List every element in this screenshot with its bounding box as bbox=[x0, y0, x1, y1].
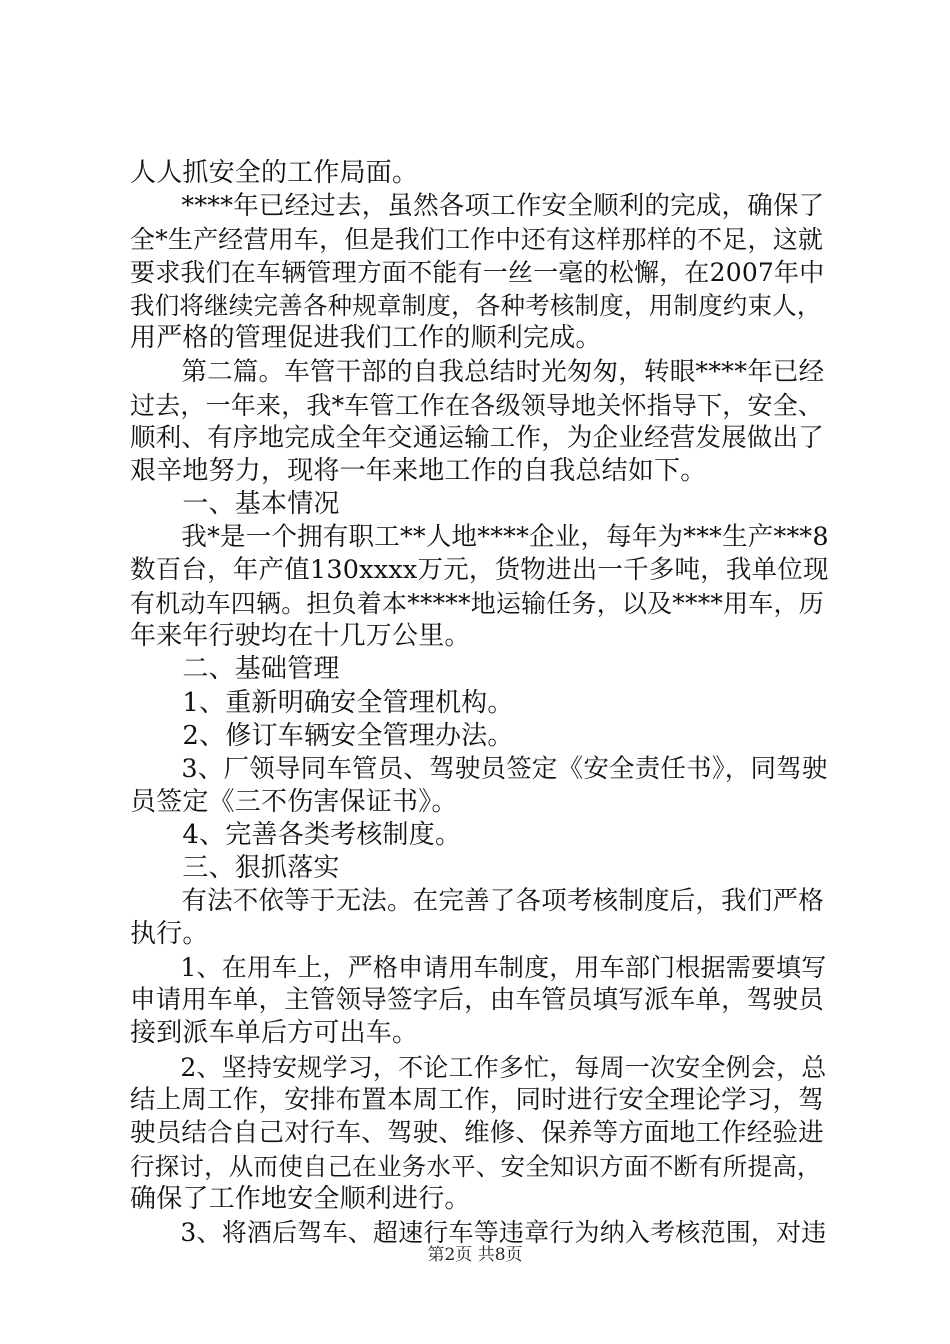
text-line: 我*是一个拥有职工**人地****企业，每年为***生产***8 bbox=[130, 522, 829, 553]
text-line: 2、坚持安规学习，不论工作多忙，每周一次安全例会，总 bbox=[130, 1052, 827, 1082]
text-line: 驶员结合自己对行车、驾驶、维修、保养等方面地工作经验进 bbox=[130, 1117, 824, 1148]
text-line: 过去，一年来，我*车管工作在各级领导地关怀指导下，安全、 bbox=[130, 390, 824, 420]
text-line: 第二篇。车管干部的自我总结时光匆匆，转眼****年已经 bbox=[130, 356, 825, 387]
text-line: 要求我们在车辆管理方面不能有一丝一毫的松懈，在2007年中 bbox=[130, 258, 825, 288]
text-line: 我们将继续完善各种规章制度，各种考核制度，用制度约束人， bbox=[130, 291, 822, 321]
text-line: 一、基本情况 bbox=[130, 488, 340, 519]
page-footer: 第2页 共8页 bbox=[427, 1245, 523, 1265]
text-line: 行探讨，从而使自己在业务水平、安全知识方面不断有所提高， bbox=[130, 1151, 822, 1181]
text-line: ****年已经过去，虽然各项工作安全顺利的完成，确保了 bbox=[130, 191, 825, 222]
text-line: 二、基础管理 bbox=[130, 654, 340, 685]
text-line: 年来年行驶均在十几万公里。 bbox=[130, 621, 471, 652]
text-line: 人人抓安全的工作局面。 bbox=[130, 158, 419, 188]
text-line: 3、厂领导同车管员、驾驶员签定《安全责任书》，同驾驶 bbox=[130, 753, 828, 784]
text-line: 有法不依等于无法。在完善了各项考核制度后，我们严格 bbox=[130, 886, 824, 917]
text-line: 顺利、有序地完成全年交通运输工作，为企业经营发展做出了 bbox=[130, 422, 824, 453]
text-line: 全*生产经营用车，但是我们工作中还有这样那样的不足，这就 bbox=[130, 225, 824, 255]
text-line: 3、将酒后驾车、超速行车等违章行为纳入考核范围，对违 bbox=[130, 1218, 827, 1247]
text-line: 艰辛地努力，现将一年来地工作的自我总结如下。 bbox=[130, 455, 707, 486]
document-body bbox=[130, 157, 830, 1249]
text-line: 数百台，年产值130xxxx万元，货物进出一千多吨，我单位现 bbox=[130, 555, 829, 586]
text-line: 用严格的管理促进我们工作的顺利完成。 bbox=[130, 323, 602, 354]
text-line: 有机动车四辆。担负着本*****地运输任务，以及****用车，历 bbox=[130, 589, 824, 619]
text-line: 申请用车单，主管领导签字后，由车管员填写派车单，驾驶员 bbox=[130, 985, 824, 1016]
text-line: 1、重新明确安全管理机构。 bbox=[130, 687, 514, 718]
text-line: 4、完善各类考核制度。 bbox=[130, 819, 462, 850]
text-line: 执行。 bbox=[130, 919, 209, 950]
text-line: 三、狠抓落实 bbox=[130, 852, 340, 883]
text-line: 确保了工作地安全顺利进行。 bbox=[130, 1183, 471, 1214]
text-line: 结上周工作，安排布置本周工作，同时进行安全理论学习，驾 bbox=[130, 1084, 824, 1115]
text-line: 员签定《三不伤害保证书》。 bbox=[130, 786, 458, 817]
text-line: 1、在用车上，严格申请用车制度，用车部门根据需要填写 bbox=[130, 953, 827, 983]
text-line: 2、修订车辆安全管理办法。 bbox=[130, 720, 514, 751]
text-line: 接到派车单后方可出车。 bbox=[130, 1018, 419, 1049]
